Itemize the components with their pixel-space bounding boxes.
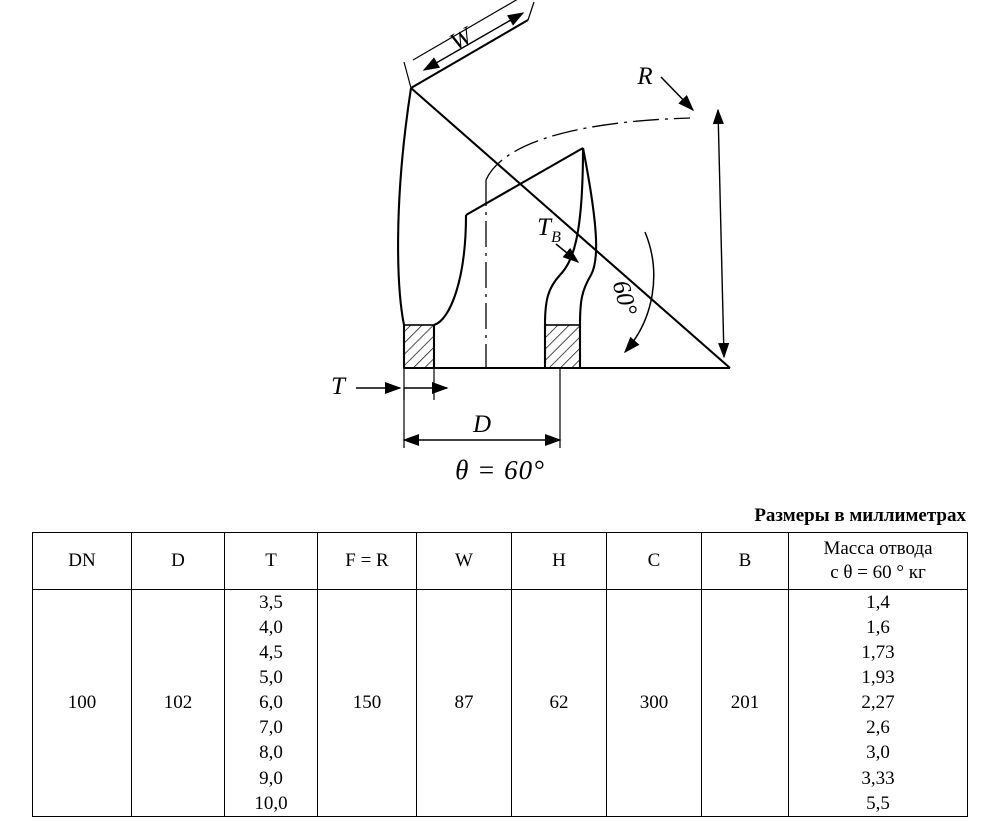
header-t: T (225, 533, 318, 590)
label-t: T (331, 373, 345, 400)
table-row (33, 590, 968, 817)
t-value: 4,0 (259, 617, 283, 639)
mass-value: 3,0 (866, 742, 890, 764)
t-value: 8,0 (259, 742, 283, 764)
cell-c: 300 (607, 590, 702, 817)
mass-value: 2,6 (866, 717, 890, 739)
label-angle-60: 60° (606, 277, 642, 319)
t-value: 3,5 (259, 592, 283, 613)
cell-dn: 100 (33, 590, 132, 817)
table-header-row (33, 533, 968, 590)
header-h: H (512, 533, 607, 590)
header-dn: DN (33, 533, 132, 590)
header-mass-line2: с θ = 60 ° кг (830, 562, 926, 583)
header-w: W (417, 533, 512, 590)
mass-value: 3,33 (861, 767, 895, 789)
cell-d: 102 (132, 590, 225, 817)
label-t-b (537, 214, 561, 246)
label-r: R (637, 63, 653, 90)
t-value: 9,0 (259, 767, 283, 789)
t-value: 7,0 (259, 717, 283, 739)
cell-h: 62 (512, 590, 607, 817)
dimensions-table (32, 532, 968, 817)
label-t-b-subscript: B (551, 229, 561, 246)
section-hatching (404, 325, 580, 368)
elbow-body-outline (398, 20, 730, 368)
units-note: Размеры в миллиметрах (754, 505, 966, 526)
header-f-r: F = R (318, 533, 417, 590)
header-mass (789, 533, 968, 590)
label-w: W (445, 22, 478, 57)
t-value: 5,0 (259, 667, 283, 689)
cell-f-r: 150 (318, 590, 417, 817)
header-mass-line1: Масса отвода (823, 538, 933, 560)
t-value: 10,0 (254, 792, 288, 814)
header-b: B (702, 533, 789, 590)
cell-t-list (225, 590, 318, 817)
t-value: 4,5 (259, 642, 283, 664)
dimension-t (356, 368, 447, 400)
mass-value: 1,6 (866, 617, 890, 639)
mass-value: 5,5 (866, 792, 890, 814)
header-d: D (132, 533, 225, 590)
angle-caption: θ = 60° (455, 455, 545, 485)
label-d: D (472, 411, 492, 438)
cell-w: 87 (417, 590, 512, 817)
cell-b: 201 (702, 590, 789, 817)
mass-value: 1,93 (861, 667, 895, 689)
mass-value: 2,27 (861, 692, 895, 714)
cell-mass-list (789, 590, 968, 817)
mass-value: 1,73 (861, 642, 895, 664)
header-c: C (607, 533, 702, 590)
mass-value: 1,4 (866, 592, 890, 613)
label-t-b-main: T (537, 214, 552, 241)
t-value: 6,0 (259, 692, 283, 714)
